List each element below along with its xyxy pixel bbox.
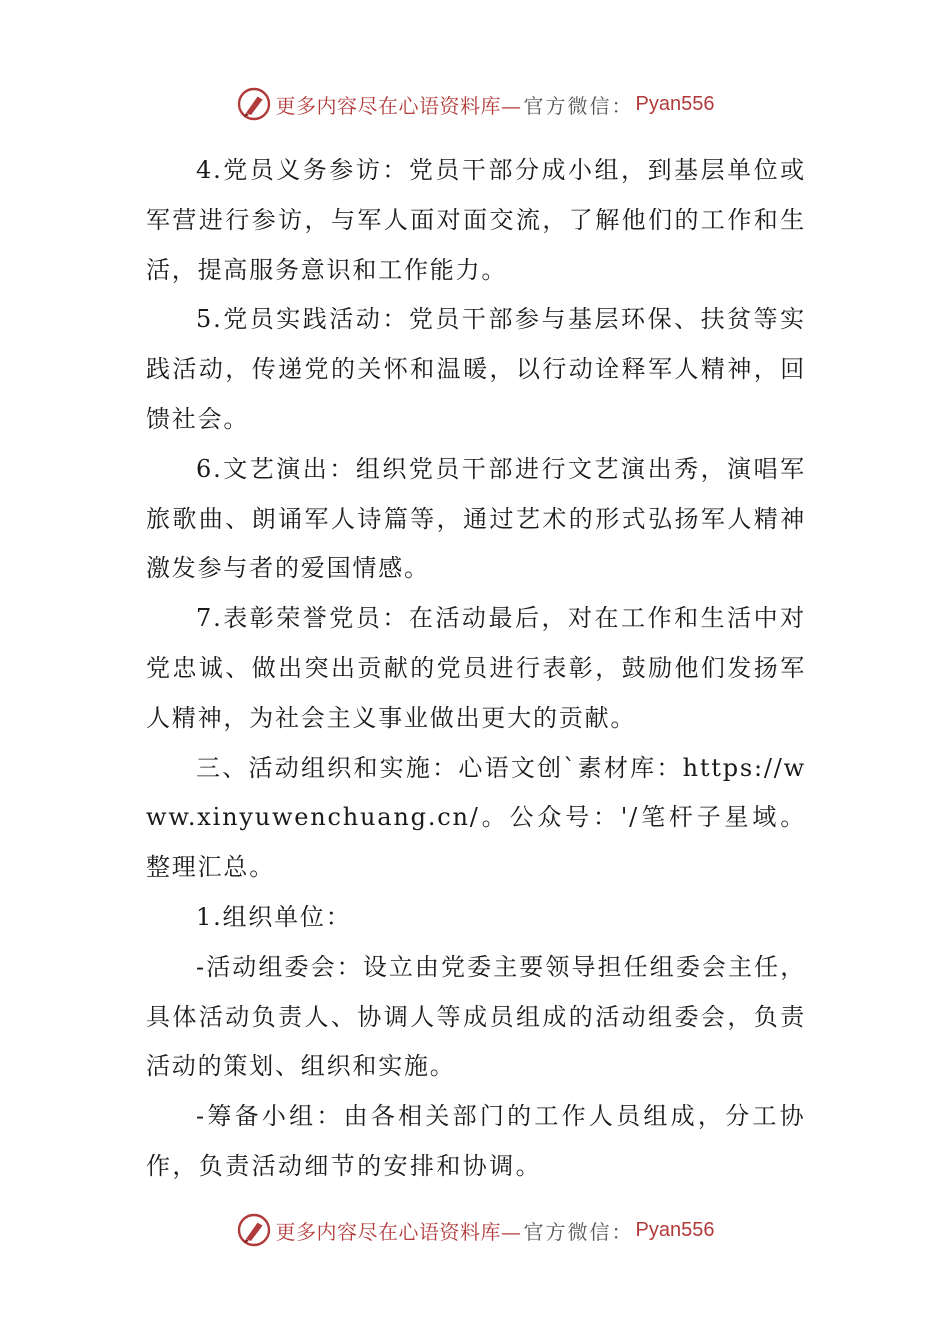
paragraph-organization-heading: 三、活动组织和实施：心语文创`素材库：https://www.xinyuwenchuang.cn/。公众号：'/笔杆子星域。整理汇总。: [146, 753, 806, 882]
header-banner: [0, 84, 950, 124]
banner-slogan: 更多内容尽在心语资料库—: [275, 93, 522, 118]
banner-slogan: 更多内容尽在心语资料库—: [275, 1219, 522, 1244]
footer-banner: [0, 1210, 950, 1250]
paragraph-honor: 7.表彰荣誉党员：在活动最后，对在工作和生活中对党忠诚、做出突出贡献的党员进行表彰，鼓励他们发扬军人精神，为社会主义事业做出更大的贡献。: [146, 604, 806, 732]
pen-logo-icon: [236, 86, 272, 122]
document-body: [146, 146, 806, 1192]
paragraph-performance: 6.文艺演出：组织党员干部进行文艺演出秀，演唱军旅歌曲、朗诵军人诗篇等，通过艺术的形式弘扬军人精神激发参与者的爱国情感。: [146, 454, 806, 583]
pen-logo-icon: [236, 1212, 272, 1248]
banner-wechat-label: 官方微信：: [523, 93, 634, 118]
paragraph-committee: -活动组委会：设立由党委主要领导担任组委会主任，具体活动负责人、协调人等成员组成的活动组委会，负责活动的策划、组织和实施。: [146, 952, 806, 1081]
banner-wechat-label: 官方微信：: [523, 1219, 634, 1244]
paragraph-practice: 5.党员实践活动：党员干部参与基层环保、扶贫等实践活动，传递党的关怀和温暖，以行动诠释军人精神，回馈社会。: [146, 305, 806, 433]
banner-wechat-id: Pyan556: [635, 92, 715, 115]
banner-wechat-id: Pyan556: [635, 1218, 715, 1241]
paragraph-prep-group: -筹备小组：由各相关部门的工作人员组成，分工协作，负责活动细节的安排和协调。: [146, 1102, 806, 1180]
paragraph-unit-heading: 1.组织单位：: [196, 902, 352, 931]
paragraph-visit: 4.党员义务参访：党员干部分成小组，到基层单位或军营进行参访，与军人面对面交流，了解他们的工作和生活，提高服务意识和工作能力。: [146, 156, 806, 284]
